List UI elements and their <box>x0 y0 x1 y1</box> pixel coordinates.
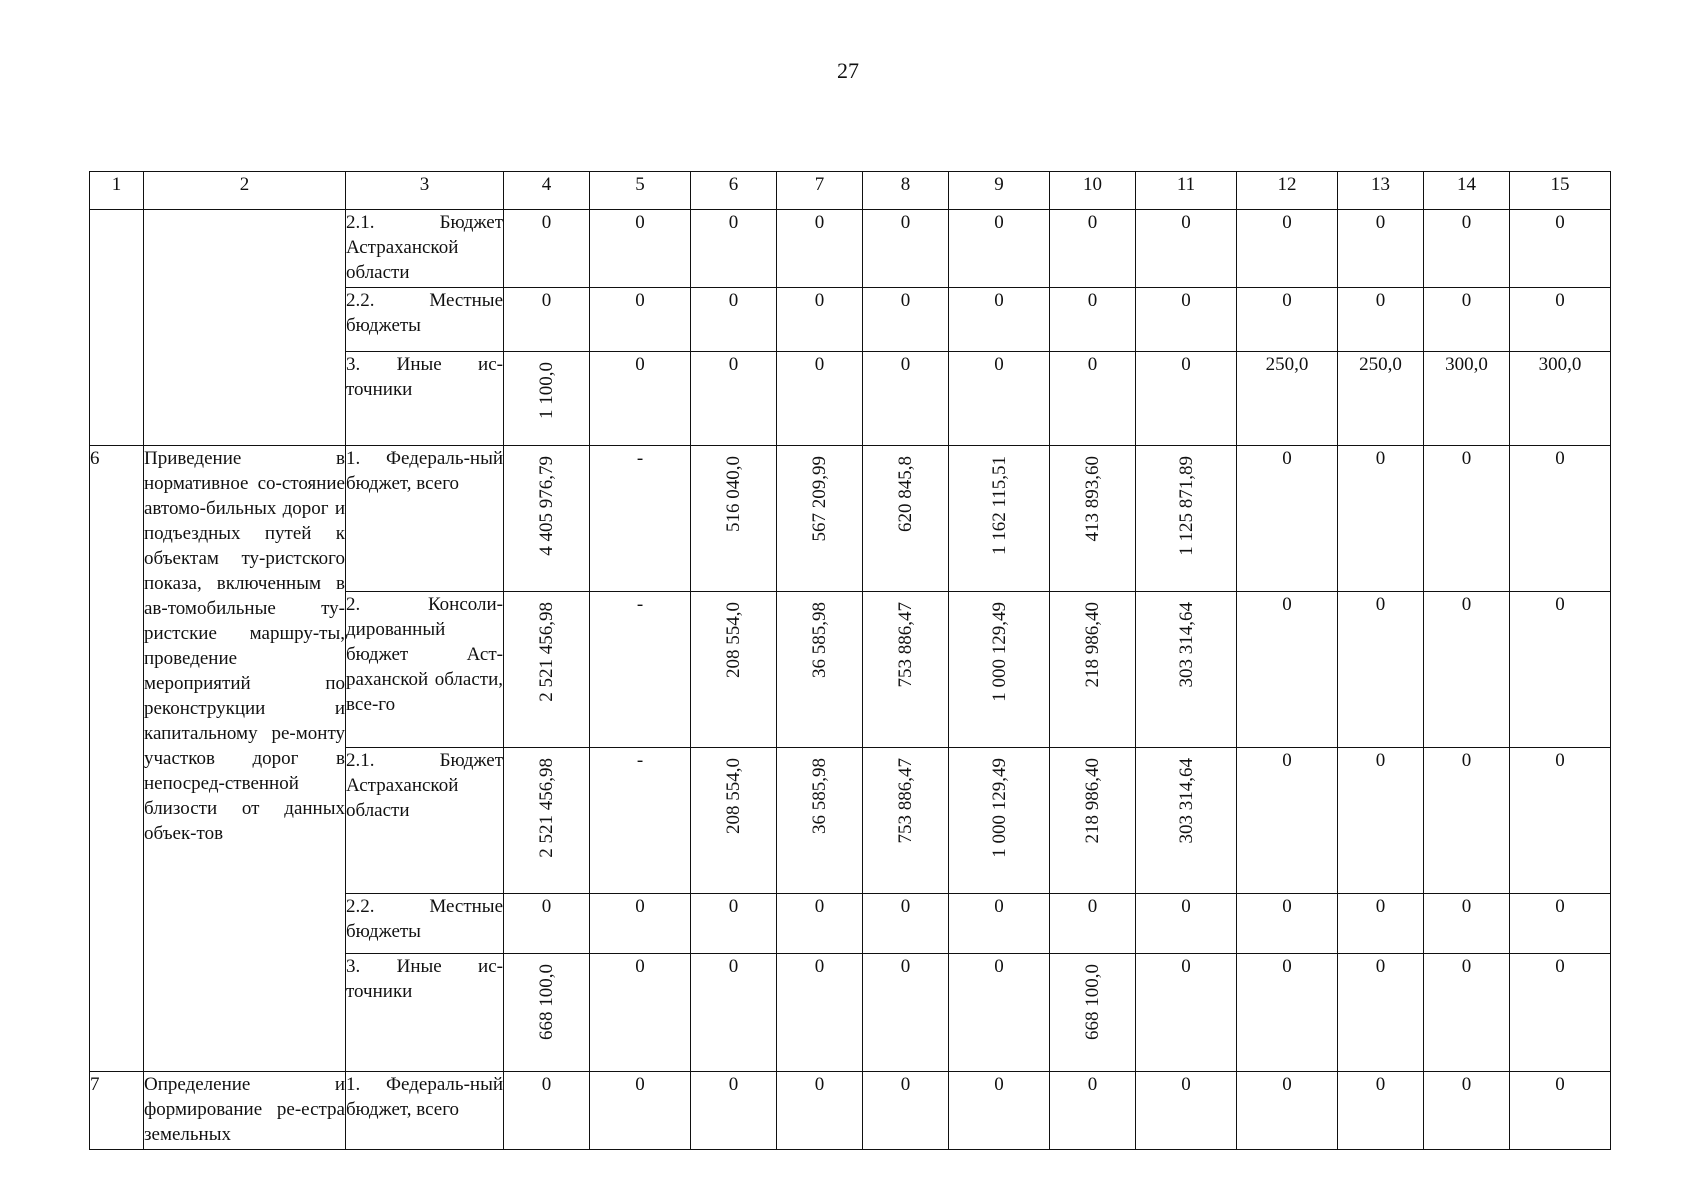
activity-name-cell <box>144 210 346 446</box>
value-text: 516 040,0 <box>723 456 744 532</box>
value-cell <box>777 748 863 894</box>
value-cell: 0 <box>1237 592 1338 748</box>
page-number: 27 <box>837 58 859 83</box>
value-cell: 0 <box>504 894 590 954</box>
value-cell: 0 <box>1424 748 1510 894</box>
value-cell: 0 <box>1237 1072 1338 1150</box>
funding-source-cell: 3. Иные ис-точники <box>346 352 504 446</box>
value-cell: 300,0 <box>1510 352 1611 446</box>
value-cell: 0 <box>691 1072 777 1150</box>
value-cell: 0 <box>1237 894 1338 954</box>
value-cell: 0 <box>691 210 777 288</box>
value-cell: 0 <box>1424 592 1510 748</box>
funding-source-cell: 1. Федераль-ный бюджет, всего <box>346 1072 504 1150</box>
value-cell: 0 <box>1338 446 1424 592</box>
value-cell <box>1050 748 1136 894</box>
value-cell <box>504 954 590 1072</box>
value-text: 620 845,8 <box>895 456 916 532</box>
value-cell: 0 <box>863 894 949 954</box>
funding-source-cell: 2.2. Местные бюджеты <box>346 894 504 954</box>
value-cell <box>691 592 777 748</box>
value-cell: 0 <box>863 210 949 288</box>
table-row <box>90 210 1611 288</box>
value-cell <box>949 592 1050 748</box>
header-cell: 4 <box>504 172 590 210</box>
header-cell: 13 <box>1338 172 1424 210</box>
value-text: 2 521 456,98 <box>536 602 557 702</box>
value-cell: 0 <box>1510 592 1611 748</box>
value-cell <box>504 592 590 748</box>
value-cell: 0 <box>1338 1072 1424 1150</box>
value-cell: 0 <box>777 1072 863 1150</box>
value-cell: 0 <box>949 288 1050 352</box>
value-cell: 0 <box>1237 748 1338 894</box>
value-cell <box>691 748 777 894</box>
value-cell <box>777 446 863 592</box>
funding-source-cell: 2. Консоли-дированный бюджет Аст-раханской области, все-го <box>346 592 504 748</box>
header-cell: 11 <box>1136 172 1237 210</box>
value-cell: 0 <box>1338 592 1424 748</box>
value-cell <box>1050 446 1136 592</box>
value-text: 36 585,98 <box>809 602 830 678</box>
value-cell: 0 <box>1050 288 1136 352</box>
funding-source-cell: 3. Иные ис-точники <box>346 954 504 1072</box>
table-header-row <box>90 172 1611 210</box>
value-cell: 250,0 <box>1237 352 1338 446</box>
value-cell: 0 <box>1338 894 1424 954</box>
value-cell: - <box>590 446 691 592</box>
value-cell <box>777 592 863 748</box>
funding-source-cell: 2.2. Местные бюджеты <box>346 288 504 352</box>
value-text: 1 000 129,49 <box>988 602 1010 702</box>
value-cell: 0 <box>590 352 691 446</box>
value-cell: 0 <box>590 288 691 352</box>
value-cell: 0 <box>863 1072 949 1150</box>
value-cell: 0 <box>949 894 1050 954</box>
value-cell: 0 <box>949 352 1050 446</box>
value-cell: 0 <box>1136 210 1237 288</box>
value-cell: - <box>590 592 691 748</box>
value-cell: 0 <box>1510 894 1611 954</box>
header-cell: 14 <box>1424 172 1510 210</box>
value-cell: 250,0 <box>1338 352 1424 446</box>
value-cell: 0 <box>590 210 691 288</box>
value-cell <box>1136 748 1237 894</box>
funding-source-cell: 2.1. Бюджет Астраханской области <box>346 748 504 894</box>
value-cell <box>1136 592 1237 748</box>
value-cell <box>863 592 949 748</box>
value-cell: 300,0 <box>1424 352 1510 446</box>
value-text: 208 554,0 <box>723 602 744 678</box>
value-cell: 0 <box>1237 954 1338 1072</box>
value-cell: 0 <box>590 1072 691 1150</box>
value-cell: 0 <box>590 954 691 1072</box>
value-cell: 0 <box>590 894 691 954</box>
value-cell: 0 <box>691 894 777 954</box>
row-number-cell: 7 <box>90 1072 144 1150</box>
header-cell: 6 <box>691 172 777 210</box>
header-cell: 5 <box>590 172 691 210</box>
header-cell: 8 <box>863 172 949 210</box>
value-text: 668 100,0 <box>536 964 557 1040</box>
value-cell: 0 <box>691 954 777 1072</box>
value-text: 36 585,98 <box>809 758 830 834</box>
value-cell <box>949 748 1050 894</box>
value-cell: 0 <box>1050 1072 1136 1150</box>
value-cell: 0 <box>1338 288 1424 352</box>
value-cell <box>863 446 949 592</box>
value-cell: 0 <box>1510 446 1611 592</box>
header-cell: 9 <box>949 172 1050 210</box>
row-number-cell <box>90 210 144 446</box>
budget-table <box>89 171 1611 1150</box>
value-cell <box>504 446 590 592</box>
value-cell: 0 <box>863 352 949 446</box>
value-cell <box>949 446 1050 592</box>
value-cell: 0 <box>777 894 863 954</box>
value-cell <box>504 352 590 446</box>
value-cell <box>1050 954 1136 1072</box>
value-cell: 0 <box>504 210 590 288</box>
value-cell: 0 <box>1136 352 1237 446</box>
row-number-cell: 6 <box>90 446 144 1072</box>
value-cell: 0 <box>504 288 590 352</box>
value-text: 218 986,40 <box>1082 758 1103 844</box>
table-row <box>90 1072 1611 1150</box>
value-text: 413 893,60 <box>1082 456 1103 542</box>
value-cell: 0 <box>504 1072 590 1150</box>
value-cell: 0 <box>691 288 777 352</box>
table-row <box>90 446 1611 592</box>
value-cell: 0 <box>1510 288 1611 352</box>
value-cell: 0 <box>1136 954 1237 1072</box>
value-cell: 0 <box>1136 288 1237 352</box>
value-text: 218 986,40 <box>1082 602 1103 688</box>
header-cell: 7 <box>777 172 863 210</box>
value-cell: 0 <box>1510 210 1611 288</box>
value-cell: 0 <box>1136 894 1237 954</box>
value-cell: 0 <box>1338 210 1424 288</box>
value-cell: 0 <box>777 288 863 352</box>
value-text: 303 314,64 <box>1175 758 1197 844</box>
value-text: 567 209,99 <box>809 456 830 542</box>
value-cell: 0 <box>1424 954 1510 1072</box>
value-cell: 0 <box>1424 210 1510 288</box>
value-text: 303 314,64 <box>1175 602 1197 688</box>
value-cell <box>1050 592 1136 748</box>
value-text: 1 100,0 <box>536 362 557 419</box>
value-text: 1 162 115,51 <box>988 456 1010 556</box>
value-text: 208 554,0 <box>723 758 744 834</box>
value-cell <box>504 748 590 894</box>
value-cell: 0 <box>691 352 777 446</box>
value-cell: 0 <box>1136 1072 1237 1150</box>
header-cell: 10 <box>1050 172 1136 210</box>
value-cell: 0 <box>1338 954 1424 1072</box>
value-cell: 0 <box>1338 748 1424 894</box>
activity-name-cell: Определение и формирование ре-естра земельных <box>144 1072 346 1150</box>
funding-source-cell: 2.1. Бюджет Астраханской области <box>346 210 504 288</box>
value-cell: 0 <box>1510 748 1611 894</box>
value-cell: 0 <box>1050 352 1136 446</box>
value-text: 2 521 456,98 <box>536 758 557 858</box>
header-cell: 15 <box>1510 172 1611 210</box>
value-cell: - <box>590 748 691 894</box>
value-cell: 0 <box>949 210 1050 288</box>
value-cell: 0 <box>1050 894 1136 954</box>
value-cell: 0 <box>777 954 863 1072</box>
value-cell: 0 <box>1424 446 1510 592</box>
value-text: 1 125 871,89 <box>1175 456 1197 556</box>
value-cell: 0 <box>949 954 1050 1072</box>
activity-name-cell: Приведение в нормативное со-стояние автомо-бильных дорог и подъездных путей к объектам ту-ристского показа, включенным в ав-томобильные ту-ристские маршру-ты, проведение мероприятий по реконструкции и капитальному ре-монту участков дорог в непосред-ственной близости от данных объек-тов <box>144 446 346 1072</box>
header-cell: 3 <box>346 172 504 210</box>
value-cell: 0 <box>863 954 949 1072</box>
header-cell: 2 <box>144 172 346 210</box>
value-cell: 0 <box>1424 1072 1510 1150</box>
value-cell: 0 <box>1237 446 1338 592</box>
funding-source-cell: 1. Федераль-ный бюджет, всего <box>346 446 504 592</box>
value-cell: 0 <box>777 352 863 446</box>
value-cell <box>863 748 949 894</box>
value-cell <box>1136 446 1237 592</box>
header-cell: 12 <box>1237 172 1338 210</box>
value-text: 4 405 976,79 <box>536 456 557 556</box>
value-cell: 0 <box>777 210 863 288</box>
value-cell: 0 <box>1424 894 1510 954</box>
value-cell: 0 <box>863 288 949 352</box>
value-cell: 0 <box>1510 1072 1611 1150</box>
value-cell: 0 <box>949 1072 1050 1150</box>
value-cell: 0 <box>1510 954 1611 1072</box>
value-cell: 0 <box>1050 210 1136 288</box>
value-text: 753 886,47 <box>895 758 916 844</box>
value-cell: 0 <box>1237 210 1338 288</box>
value-cell: 0 <box>1237 288 1338 352</box>
value-text: 1 000 129,49 <box>988 758 1010 858</box>
value-text: 753 886,47 <box>895 602 916 688</box>
value-cell: 0 <box>1424 288 1510 352</box>
value-cell <box>691 446 777 592</box>
value-text: 668 100,0 <box>1082 964 1103 1040</box>
header-cell: 1 <box>90 172 144 210</box>
